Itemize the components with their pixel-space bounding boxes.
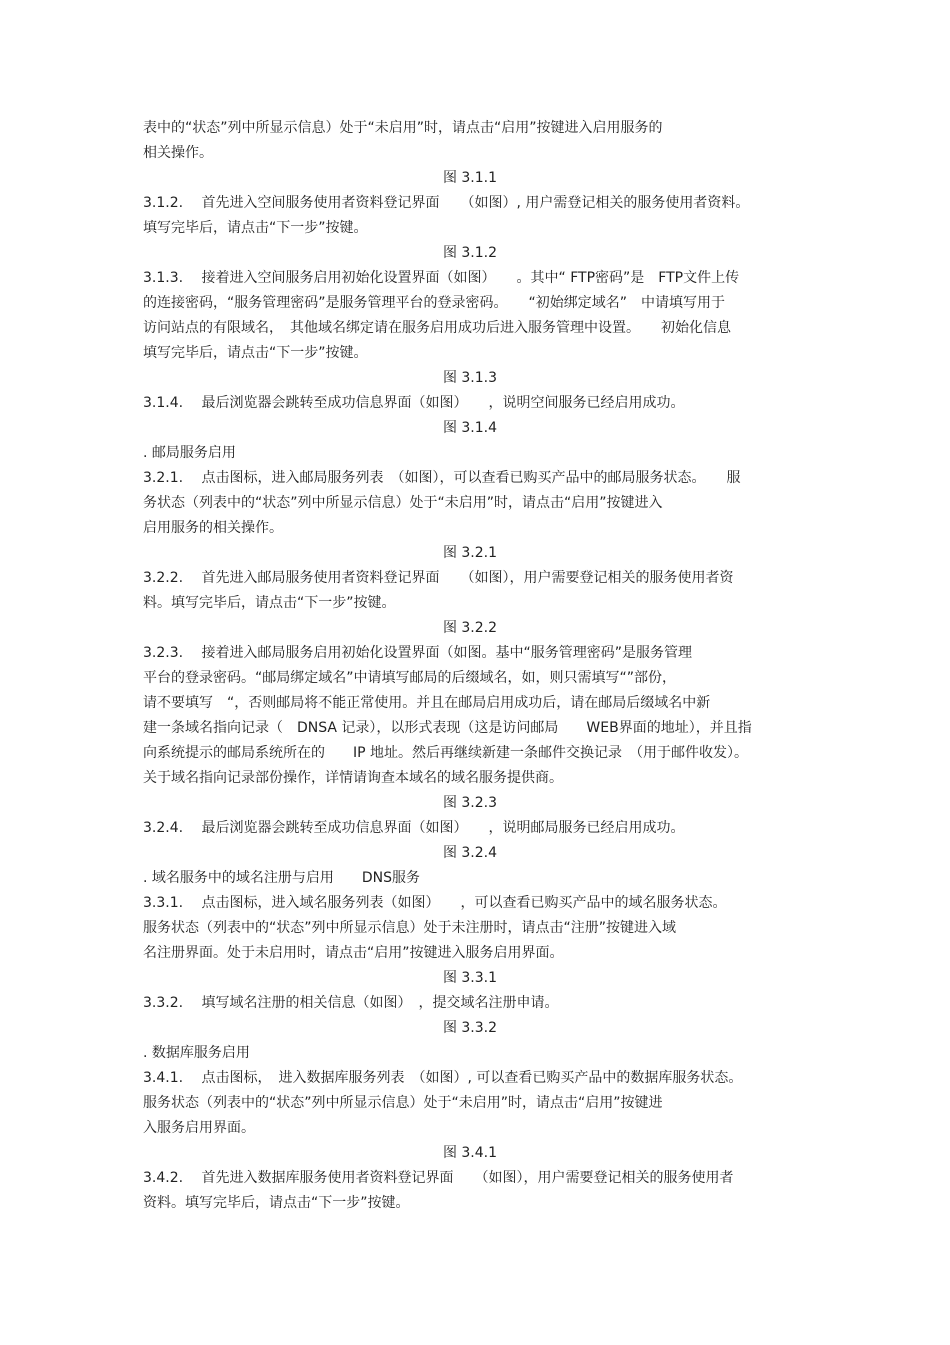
text-line: 关于域名指向记录部份操作，详情请询查本域名的域名服务提供商。 [143, 770, 563, 786]
figure-caption: 图 3.3.1 [442, 970, 498, 986]
text-line: 务状态（列表中的“状态”列中所显示信息）处于“未启用”时，请点击“启用”按键进入 [143, 495, 663, 511]
text-line: 3.2.3. 接着进入邮局服务启用初始化设置界面（如图。基中“服务管理密码”是服务管理 [143, 645, 693, 661]
text-line: 3.1.3. 接着进入空间服务启用初始化设置界面（如图） 。其中“ FTP密码”是 FTP文件上传 [143, 270, 740, 286]
text-line: 访问站点的有限域名， 其他域名绑定请在服务启用成功后进入服务管理中设置。 初始化信息 [143, 320, 731, 336]
text-line: 填写完毕后，请点击“下一步”按键。 [143, 220, 368, 236]
figure-caption: 图 3.2.3 [442, 795, 498, 811]
section-heading: . 域名服务中的域名注册与启用 DNS服务 [143, 870, 421, 886]
text-line: 名注册界面。处于未启用时，请点击“启用”按键进入服务启用界面。 [143, 945, 564, 961]
figure-caption: 图 3.4.1 [442, 1145, 498, 1161]
text-line: 3.2.4. 最后浏览器会跳转至成功信息界面（如图） ，说明邮局服务已经启用成功。 [143, 820, 685, 836]
figure-caption: 图 3.2.1 [442, 545, 498, 561]
text-line: 的连接密码，“服务管理密码”是服务管理平台的登录密码。 “初始绑定域名” 中请填写用于 [143, 295, 726, 311]
text-line: 3.2.1. 点击图标，进入邮局服务列表 （如图），可以查看已购买产品中的邮局服务状态。 服 [143, 470, 741, 486]
text-line: 3.3.1. 点击图标，进入域名服务列表（如图） ，可以查看已购买产品中的域名服务状态。 [143, 895, 727, 911]
text-line: 平台的登录密码。“邮局绑定域名”中请填写邮局的后缀域名，如，则只需填写“”部份， [143, 670, 677, 686]
figure-caption: 图 3.1.2 [442, 245, 498, 261]
figure-caption: 图 3.1.3 [442, 370, 498, 386]
text-line: 启用服务的相关操作。 [143, 520, 283, 536]
text-line: 填写完毕后，请点击“下一步”按键。 [143, 345, 368, 361]
text-line: 料。填写完毕后，请点击“下一步”按键。 [143, 595, 396, 611]
figure-caption: 图 3.1.1 [442, 170, 498, 186]
figure-caption: 图 3.2.4 [442, 845, 498, 861]
text-line: 相关操作。 [143, 145, 213, 161]
text-line: 资料。填写完毕后，请点击“下一步”按键。 [143, 1195, 410, 1211]
text-line: 3.2.2. 首先进入邮局服务使用者资料登记界面 （如图），用户需要登记相关的服务使用者资 [143, 570, 734, 586]
text-line: 3.4.1. 点击图标， 进入数据库服务列表 （如图）, 可以查看已购买产品中的数据库服务状态。 [143, 1070, 743, 1086]
text-line: 3.3.2. 填写域名注册的相关信息（如图） ，提交域名注册申请。 [143, 995, 559, 1011]
text-line: 向系统提示的邮局系统所在的 IP 地址。然后再继续新建一条邮件交换记录 （用于邮件收发）。 [143, 745, 749, 761]
text-line: 3.1.4. 最后浏览器会跳转至成功信息界面（如图） ，说明空间服务已经启用成功。 [143, 395, 685, 411]
text-line: 服务状态（列表中的“状态”列中所显示信息）处于未注册时，请点击“注册”按键进入域 [143, 920, 677, 936]
text-line: 服务状态（列表中的“状态”列中所显示信息）处于“未启用”时，请点击“启用”按键进 [143, 1095, 663, 1111]
section-heading: . 邮局服务启用 [143, 445, 236, 461]
text-line: 入服务启用界面。 [143, 1120, 255, 1136]
text-line: 建一条域名指向记录（ DNSA 记录），以形式表现（这是访问邮局 WEB界面的地址），并且指 [143, 720, 752, 736]
text-line: 表中的“状态”列中所显示信息）处于“未启用”时，请点击“启用”按键进入启用服务的 [143, 120, 663, 136]
figure-caption: 图 3.1.4 [442, 420, 498, 436]
text-line: 3.4.2. 首先进入数据库服务使用者资料登记界面 （如图），用户需要登记相关的服务使用者 [143, 1170, 734, 1186]
section-heading: . 数据库服务启用 [143, 1045, 250, 1061]
figure-caption: 图 3.2.2 [442, 620, 498, 636]
text-line: 3.1.2. 首先进入空间服务使用者资料登记界面 （如图）, 用户需登记相关的服务使用者资料。 [143, 195, 750, 211]
text-line: 请不要填写 “，否则邮局将不能正常使用。并且在邮局启用成功后，请在邮局后缀域名中新 [143, 695, 711, 711]
figure-caption: 图 3.3.2 [442, 1020, 498, 1036]
